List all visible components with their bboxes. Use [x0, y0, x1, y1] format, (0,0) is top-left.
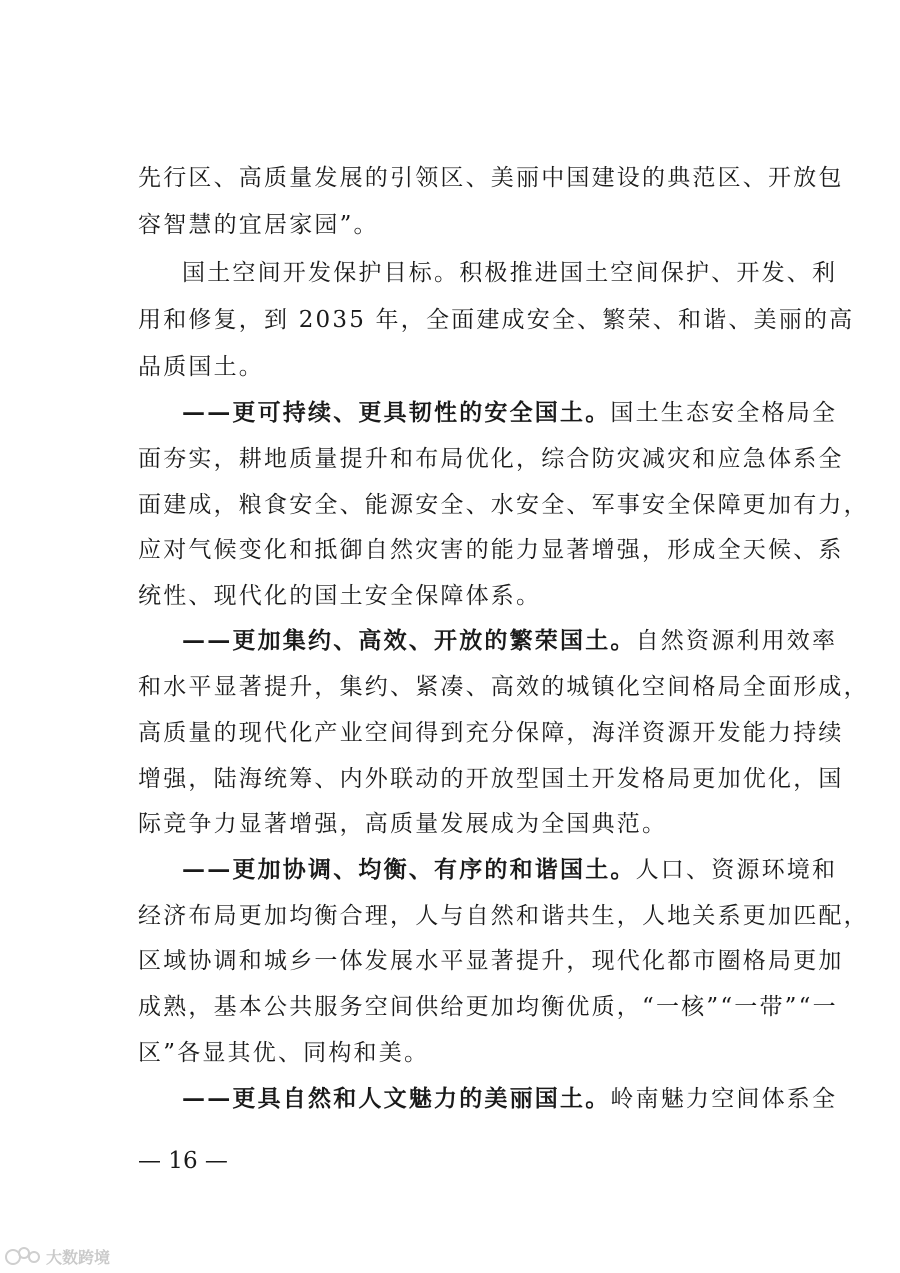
section-heading: ——更可持续、更具韧性的安全国土。 [182, 399, 611, 426]
text-line: 应对气候变化和抵御自然灾害的能力显著增强，形成全天候、系 [138, 537, 844, 563]
text-line: 区域协调和城乡一体发展水平显著提升，现代化都市圈格局更加 [138, 948, 844, 974]
text-span: 岭南魅力空间体系全 [610, 1086, 838, 1112]
watermark-text: 大数跨境 [46, 1247, 111, 1267]
text-line: 容智慧的宜居家园”。 [138, 212, 379, 238]
text-line: 成熟，基本公共服务空间供给更加均衡优质，“一核”“一带”“一 [138, 994, 838, 1020]
text-line: 用和修复，到 2035 年，全面建成安全、繁荣、和谐、美丽的高 [138, 307, 855, 333]
text-line: 品质国土。 [138, 354, 264, 380]
text-span: 人口、资源环境和 [635, 857, 838, 883]
text-line: 国土空间开发保护目标。积极推进国土空间保护、开发、利 [182, 260, 838, 286]
section-heading: ——更加协调、均衡、有序的和谐国土。 [182, 856, 636, 883]
text-line [182, 398, 837, 428]
page-number: — 16 — [138, 1148, 228, 1174]
text-line: 际竞争力显著增强，高质量发展成为全国典范。 [138, 811, 668, 837]
text-line: 和水平显著提升，集约、紧凑、高效的城镇化空间格局全面形成， [138, 674, 869, 700]
section-heading: ——更具自然和人文魅力的美丽国土。 [182, 1085, 611, 1112]
text-line: 面夯实，耕地质量提升和布局优化，综合防灾减灾和应急体系全 [138, 446, 844, 472]
text-line [182, 855, 837, 885]
text-line [182, 1084, 837, 1114]
text-line: 高质量的现代化产业空间得到充分保障，海洋资源开发能力持续 [138, 720, 844, 746]
watermark-logo-icon [4, 1245, 42, 1267]
text-line: 经济布局更加均衡合理，人与自然和谐共生，人地关系更加匹配， [138, 903, 869, 929]
section-heading: ——更加集约、高效、开放的繁荣国土。 [182, 627, 636, 654]
text-span: 国土生态安全格局全 [610, 400, 838, 426]
text-span: 自然资源利用效率 [635, 628, 838, 654]
text-line: 统性、现代化的国土安全保障体系。 [138, 583, 542, 609]
text-line [182, 626, 837, 656]
text-line: 增强，陆海统筹、内外联动的开放型国土开发格局更加优化，国 [138, 766, 844, 792]
text-line: 先行区、高质量发展的引领区、美丽中国建设的典范区、开放包 [138, 165, 844, 191]
watermark [4, 1244, 110, 1268]
text-line: 区”各显其优、同构和美。 [138, 1040, 430, 1066]
text-line: 面建成，粮食安全、能源安全、水安全、军事安全保障更加有力， [138, 492, 869, 518]
